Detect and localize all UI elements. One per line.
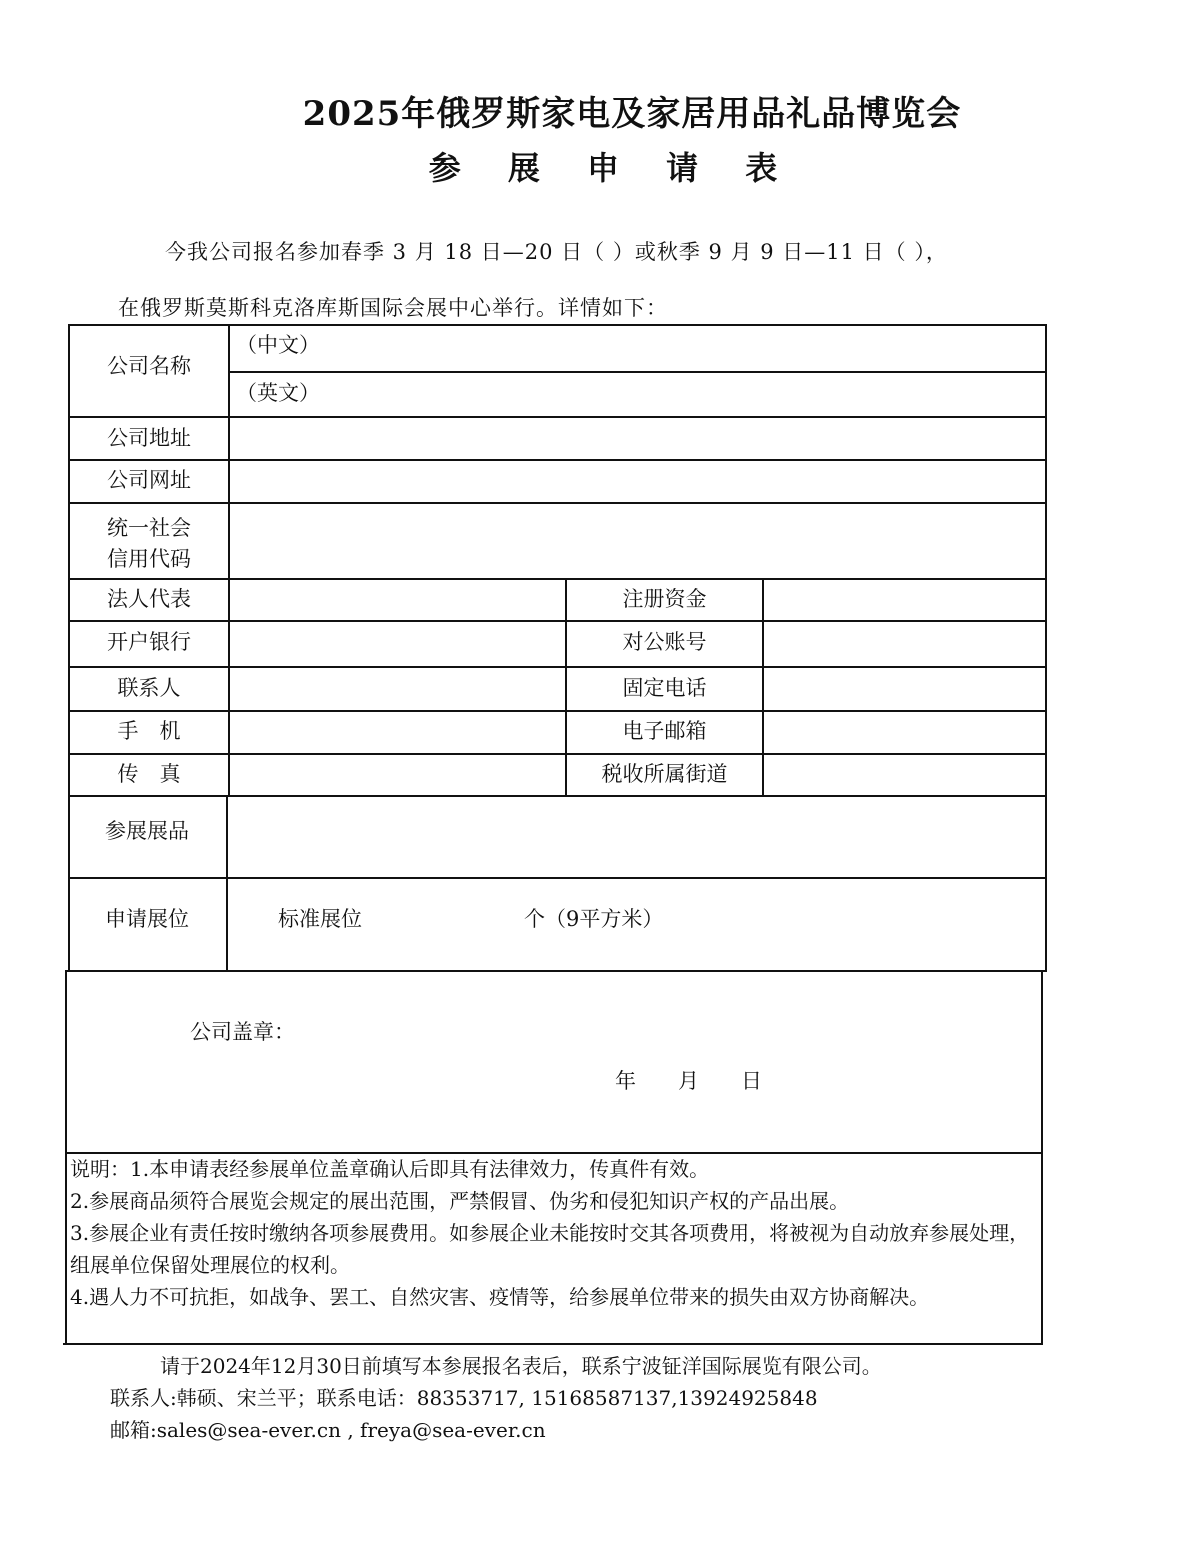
label-account: 对公账号 — [622, 630, 707, 654]
hline-5 — [68, 620, 1047, 622]
table-border-right-upper — [1045, 324, 1047, 972]
company-stamp-label: 公司盖章： — [190, 1020, 295, 1044]
notes-section — [70, 1153, 1040, 1313]
table-border-bottom — [63, 1343, 1043, 1345]
footer-line-3: 邮箱:sales@sea-ever.cn , freya@sea-ever.cn — [110, 1418, 546, 1442]
page-subtitle: 参 展 申 请 表 — [428, 149, 796, 187]
booth-unit-label: 个（9平方米） — [524, 907, 664, 931]
hline-11 — [66, 970, 1045, 972]
label-name-cn: （中文） — [236, 333, 320, 357]
label-credit-code-1: 统一社会 — [107, 516, 191, 540]
hline-name-split — [228, 371, 1047, 373]
booth-standard-label: 标准展位 — [278, 907, 362, 931]
footer-line-2: 联系人:韩硕、宋兰平；联系电话：88353717, 15168587137,13924925848 — [110, 1386, 818, 1410]
label-exhibits: 参展展品 — [105, 819, 189, 843]
hline-10 — [68, 877, 1047, 879]
label-email: 电子邮箱 — [622, 719, 707, 743]
label-tax-street: 税收所属街道 — [601, 762, 728, 786]
hline-3 — [68, 502, 1047, 504]
label-contact: 联系人 — [117, 676, 181, 700]
hline-4 — [68, 578, 1047, 580]
hline-7 — [68, 710, 1047, 712]
label-fax: 传 真 — [117, 762, 181, 786]
hline-9 — [68, 795, 1047, 797]
label-website: 公司网址 — [107, 468, 191, 492]
label-capital: 注册资金 — [622, 587, 707, 611]
intro-line-1: 今我公司报名参加春季 3 月 18 日—20 日（ ）或秋季 9 月 9 日—11 日（ ）， — [165, 240, 948, 264]
table-border-left-lower — [65, 970, 67, 1345]
vline-label-lower — [226, 795, 228, 972]
label-bank: 开户银行 — [107, 630, 191, 654]
page-title: 2025年俄罗斯家电及家居用品礼品博览会 — [302, 94, 962, 134]
label-booth: 申请展位 — [105, 907, 189, 931]
footer-line-1: 请于2024年12月30日前填写本参展报名表后，联系宁波钲洋国际展览有限公司。 — [160, 1354, 882, 1378]
note-1: 说明：1.本申请表经参展单位盖章确认后即具有法律效力，传真件有效。 — [70, 1157, 710, 1181]
table-border-right-lower — [1041, 970, 1043, 1345]
note-2: 2.参展商品须符合展览会规定的展出范围，严禁假冒、伪劣和侵犯知识产权的产品出展。 — [70, 1189, 850, 1213]
note-4: 4.遇人力不可抗拒，如战争、罢工、自然灾害、疫情等，给参展单位带来的损失由双方协商解决。 — [70, 1285, 930, 1309]
note-3: 3.参展企业有责任按时缴纳各项参展费用。如参展企业未能按时交其各项费用，将被视为自动放弃参展处理，组展单位保留处理展位的权利。 — [70, 1221, 1030, 1277]
hline-6 — [68, 666, 1047, 668]
label-mobile: 手 机 — [117, 719, 181, 743]
table-border-top — [68, 324, 1047, 326]
hline-1 — [68, 416, 1047, 418]
date-label: 年 月 日 — [615, 1069, 762, 1093]
label-name-en: （英文） — [236, 381, 320, 405]
label-company-name: 公司名称 — [107, 354, 191, 378]
vline-mid-2 — [762, 578, 764, 796]
intro-line-2: 在俄罗斯莫斯科克洛库斯国际会展中心举行。详情如下： — [118, 296, 668, 320]
hline-2 — [68, 459, 1047, 461]
label-phone: 固定电话 — [622, 676, 707, 700]
vline-label-upper — [228, 324, 230, 796]
label-credit-code-2: 信用代码 — [107, 547, 191, 571]
label-legal-rep: 法人代表 — [107, 587, 191, 611]
hline-8 — [68, 753, 1047, 755]
label-address: 公司地址 — [107, 426, 191, 450]
